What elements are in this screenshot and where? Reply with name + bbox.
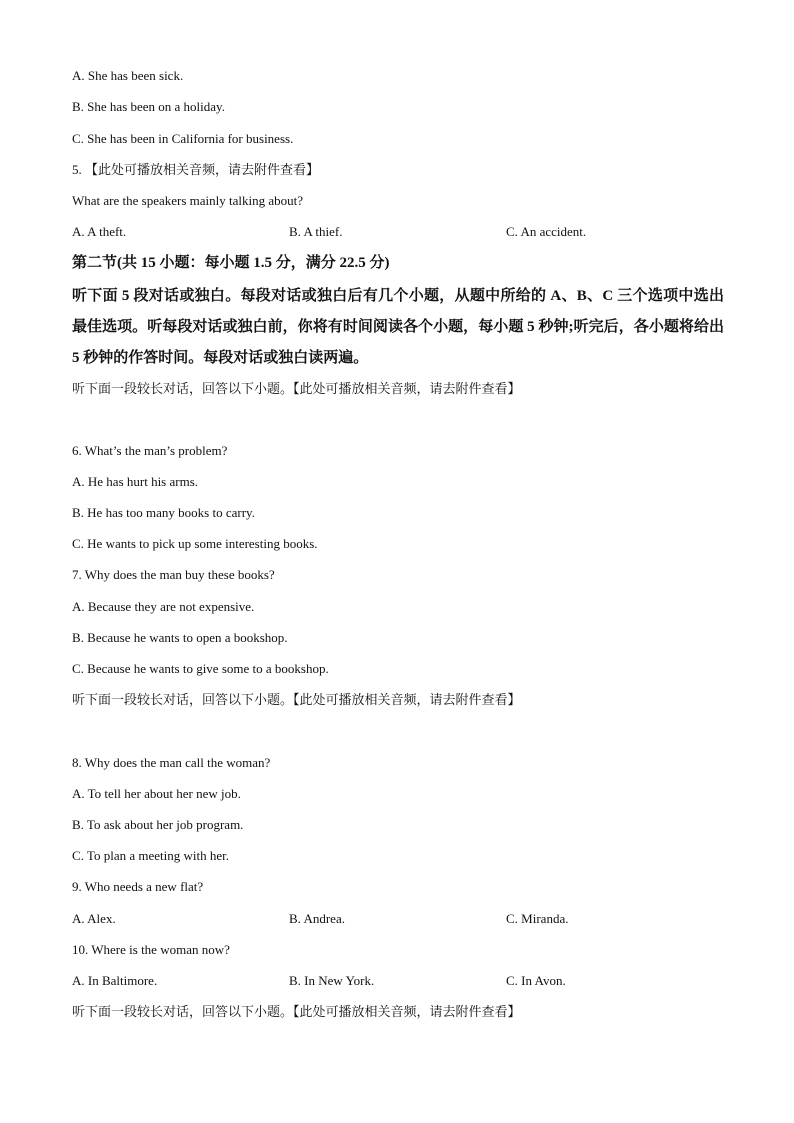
section2-heading: 第二节(共 15 小题：每小题 1.5 分，满分 22.5 分) xyxy=(72,255,390,271)
q5-option-b: B. A thief. xyxy=(289,224,343,239)
q6-question: 6. What’s the man’s problem? xyxy=(72,443,228,458)
q6-option-b: B. He has too many books to carry. xyxy=(72,505,255,520)
q6-option-a: A. He has hurt his arms. xyxy=(72,474,199,489)
q10-option-b: B. In New York. xyxy=(289,973,375,988)
q4-option-b: B. She has been on a holiday. xyxy=(72,99,225,114)
q5-stem: 5. 【此处可播放相关音频，请去附件查看】 xyxy=(72,162,320,177)
q4-option-c: C. She has been in California for business. xyxy=(72,131,294,146)
q7-option-b: B. Because he wants to open a bookshop. xyxy=(72,630,288,645)
q7-question: 7. Why does the man buy these books? xyxy=(72,567,275,582)
q10-option-c: C. In Avon. xyxy=(506,973,566,988)
q10-option-a: A. In Baltimore. xyxy=(72,973,158,988)
q6-option-c: C. He wants to pick up some interesting books. xyxy=(72,536,318,551)
section2-instructions: 听下面 5 段对话或独白。每段对话或独白后有几个小题，从题中所给的 A、B、C 三个选项中选出最佳选项。听每段对话或独白前，你将有时间阅读各个小题，每小题 5 秒钟;听完后，各小题将给出 5 秒钟的作答时间。每段对话或独白读两遍。 xyxy=(72,288,724,366)
q9-option-c: C. Miranda. xyxy=(506,911,569,926)
q4-option-a: A. She has been sick. xyxy=(72,68,184,83)
q5-question: What are the speakers mainly talking about? xyxy=(72,193,304,208)
audio-note-3: 听下面一段较长对话，回答以下小题。【此处可播放相关音频，请去附件查看】 xyxy=(72,1004,521,1019)
q8-question: 8. Why does the man call the woman? xyxy=(72,755,271,770)
q7-option-c: C. Because he wants to give some to a bookshop. xyxy=(72,661,329,676)
audio-note-1: 听下面一段较长对话，回答以下小题。【此处可播放相关音频，请去附件查看】 xyxy=(72,381,521,396)
q7-option-a: A. Because they are not expensive. xyxy=(72,599,255,614)
q5-option-a: A. A theft. xyxy=(72,224,127,239)
q9-option-a: A. Alex. xyxy=(72,911,116,926)
q8-option-c: C. To plan a meeting with her. xyxy=(72,848,229,863)
q8-option-a: A. To tell her about her new job. xyxy=(72,786,241,801)
q9-option-b: B. Andrea. xyxy=(289,911,345,926)
q5-option-c: C. An accident. xyxy=(506,224,587,239)
q9-question: 9. Who needs a new flat? xyxy=(72,879,204,894)
q8-option-b: B. To ask about her job program. xyxy=(72,817,244,832)
q10-question: 10. Where is the woman now? xyxy=(72,942,230,957)
audio-note-2: 听下面一段较长对话，回答以下小题。【此处可播放相关音频，请去附件查看】 xyxy=(72,692,521,707)
